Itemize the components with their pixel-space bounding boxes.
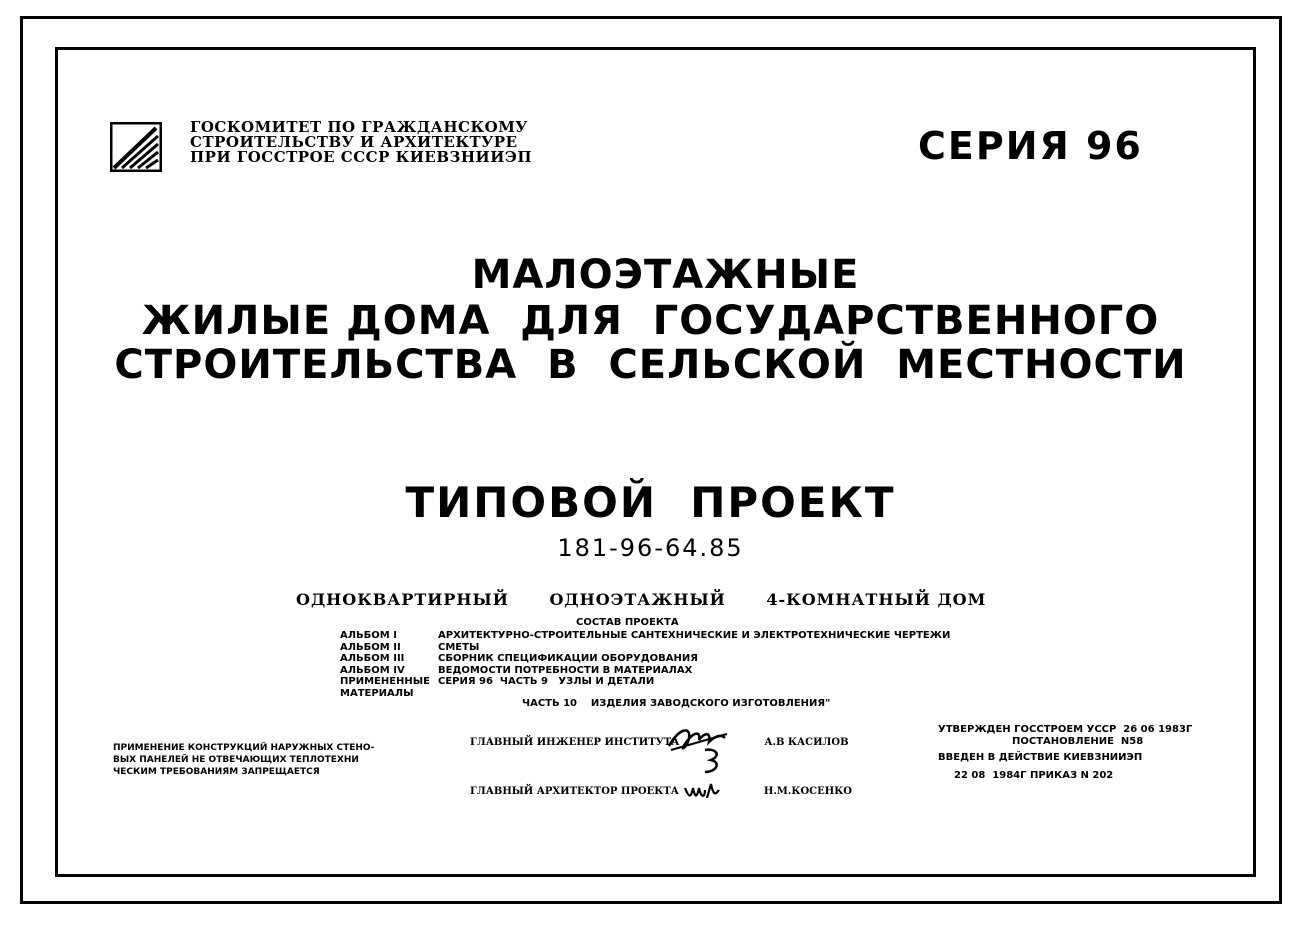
warning-line: ПРИМЕНЕНИЕ КОНСТРУКЦИЙ НАРУЖНЫХ СТЕНО- <box>113 743 375 753</box>
album-text: СМЕТЫ <box>438 641 480 653</box>
project-type-heading: ТИПОВОЙ ПРОЕКТ <box>405 478 896 527</box>
composition-heading: СОСТАВ ПРОЕКТА <box>576 617 679 628</box>
album-label: АЛЬБОМ I <box>340 630 397 641</box>
warning-line: ЧЕСКИМ ТРЕБОВАНИЯМ ЗАПРЕЩАЕТСЯ <box>113 767 320 777</box>
album-label: АЛЬБОМ III <box>340 653 405 664</box>
handwritten-signature-icon <box>683 778 723 802</box>
main-title-line-1: МАЛОЭТАЖНЫЕ <box>471 252 860 298</box>
project-number: 181-96-64.85 <box>557 534 744 562</box>
organization-name <box>190 120 532 165</box>
album-label: АЛЬБОМ IV <box>340 664 405 676</box>
album-descriptions <box>438 630 950 688</box>
chief-architect-role: ГЛАВНЫЙ АРХИТЕКТОР ПРОЕКТА <box>470 786 679 797</box>
album-labels <box>340 630 430 699</box>
subtitle-part: 4-КОМНАТНЫЙ ДОМ <box>766 590 987 609</box>
album-text: СЕРИЯ 96 ЧАСТЬ 9 УЗЛЫ И ДЕТАЛИ <box>438 676 655 687</box>
usage-warning <box>113 742 374 778</box>
approval-line: 22 08 1984Г ПРИКАЗ N 202 <box>954 770 1114 781</box>
org-line: СТРОИТЕЛЬСТВУ И АРХИТЕКТУРЕ <box>190 133 518 151</box>
album-label: МАТЕРИАЛЫ <box>340 687 414 699</box>
chief-engineer-signature-line <box>470 737 849 748</box>
album-label: АЛЬБОМ II <box>340 641 401 653</box>
chief-architect-name: Н.М.КОСЕНКО <box>763 786 852 797</box>
approval-block <box>938 724 1192 782</box>
handwritten-signature-icon <box>665 718 735 776</box>
approval-line: УТВЕРЖДЕН ГОССТРОЕМ УССР 26 06 1983Г <box>938 724 1193 735</box>
institute-logo-icon <box>110 122 162 172</box>
album-text: СБОРНИК СПЕЦИФИКАЦИИ ОБОРУДОВАНИЯ <box>438 653 698 664</box>
album-label: ПРИМЕНЕННЫЕ <box>340 676 430 687</box>
chief-engineer-role: ГЛАВНЫЙ ИНЖЕНЕР ИНСТИТУТА <box>470 737 680 748</box>
part-10-line: ЧАСТЬ 10 ИЗДЕЛИЯ ЗАВОДСКОГО ИЗГОТОВЛЕНИЯ" <box>522 698 831 709</box>
house-description <box>296 590 1020 609</box>
org-line: ПРИ ГОССТРОЕ СССР КИЕВЗНИИЭП <box>190 148 532 166</box>
main-title-line-3: СТРОИТЕЛЬСТВА В СЕЛЬСКОЙ МЕСТНОСТИ <box>114 342 1187 388</box>
chief-engineer-name: А.В КАСИЛОВ <box>764 737 849 748</box>
subtitle-part: ОДНОКВАРТИРНЫЙ <box>296 590 509 609</box>
approval-line: ПОСТАНОВЛЕНИЕ N58 <box>1012 736 1144 747</box>
warning-line: ВЫХ ПАНЕЛЕЙ НЕ ОТВЕЧАЮЩИХ ТЕПЛОТЕХНИ <box>113 755 359 765</box>
series-label: СЕРИЯ 96 <box>918 124 1143 168</box>
chief-architect-signature-line <box>470 786 852 797</box>
subtitle-part: ОДНОЭТАЖНЫЙ <box>549 590 726 609</box>
album-text: ВЕДОМОСТИ ПОТРЕБНОСТИ В МАТЕРИАЛАХ <box>438 664 693 676</box>
org-line: ГОСКОМИТЕТ ПО ГРАЖДАНСКОМУ <box>190 118 528 136</box>
album-text: АРХИТЕКТУРНО-СТРОИТЕЛЬНЫЕ САНТЕХНИЧЕСКИЕ И ЭЛЕКТРОТЕХНИЧЕСКИЕ ЧЕРТЕЖИ <box>438 630 951 641</box>
main-title-line-2: ЖИЛЫЕ ДОМА ДЛЯ ГОСУДАРСТВЕННОГО <box>141 298 1160 344</box>
approval-line: ВВЕДЕН В ДЕЙСТВИЕ КИЕВЗНИИЭП <box>938 752 1143 763</box>
